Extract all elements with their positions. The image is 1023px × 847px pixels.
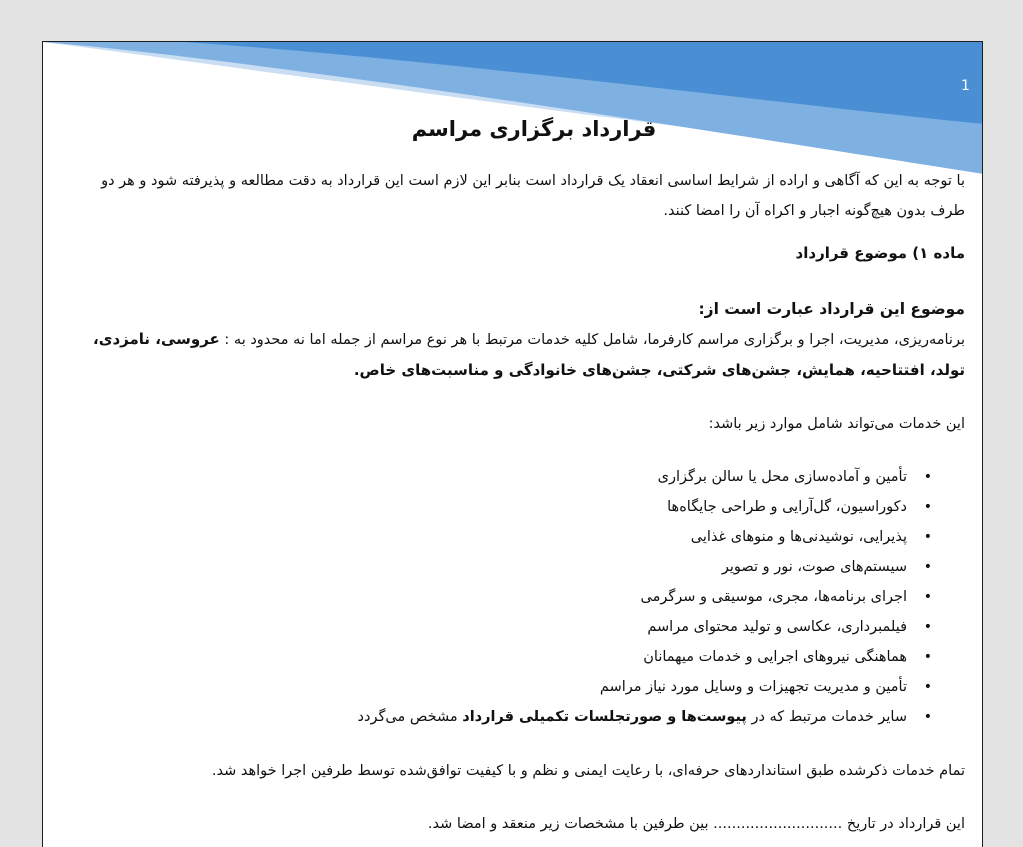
bullet-icon: • xyxy=(923,529,932,545)
list-item: • اجرای برنامه‌ها، مجری، موسیقی و سرگرمی xyxy=(69,582,907,612)
bullet-icon: • xyxy=(923,469,932,485)
signing-date-paragraph: این قرارداد در تاریخ ............................ بین طرفین با مشخصات زیر منعقد و امضا شد. xyxy=(427,816,965,832)
subject-event-types: عروسی، نامزدی، تولد، افتتاحیه، همایش، جشن‌های شرکتی، جشن‌های خانوادگی و مناسبت‌های خاص. xyxy=(93,330,965,379)
list-item: • تأمین و آماده‌سازی محل یا سالن برگزاری xyxy=(69,462,907,492)
page-number: 1 xyxy=(961,78,970,94)
list-item: • فیلمبرداری، عکاسی و تولید محتوای مراسم xyxy=(69,612,907,642)
bullet-icon: • xyxy=(923,619,932,635)
article-1-heading: ماده ۱) موضوع قرارداد xyxy=(795,244,965,262)
document-title: قرارداد برگزاری مراسم xyxy=(411,117,657,141)
bullet-icon: • xyxy=(923,499,932,515)
bullet-icon: • xyxy=(923,709,932,725)
standards-paragraph: تمام خدمات ذکرشده طبق استانداردهای حرفه‌ای، با رعایت ایمنی و نظم و با کیفیت توافق‌شده توسط طرفین اجرا خواهد شد. xyxy=(211,763,965,779)
list-item: • هماهنگی نیروهای اجرایی و خدمات میهمانان xyxy=(69,642,907,672)
document-page xyxy=(42,41,983,847)
intro-paragraph: با توجه به این که آگاهی و اراده از شرایط اساسی انعقاد یک قرارداد است بنابر این لازم است این قرارداد به دقت مطالعه و پذیرفته شود و هر دو طرف بدون هیچ‌گونه اجبار و اکراه آن را امضا کنند. xyxy=(101,173,965,219)
appendices-reference: پیوست‌ها و صورتجلسات تکمیلی قرارداد xyxy=(462,709,747,725)
services-intro: این خدمات می‌تواند شامل موارد زیر باشد: xyxy=(708,416,965,432)
bullet-icon: • xyxy=(923,649,932,665)
subject-paragraph xyxy=(69,324,965,386)
services-list xyxy=(69,462,965,732)
list-item: • تأمین و مدیریت تجهیزات و وسایل مورد نیاز مراسم xyxy=(69,672,907,702)
subject-text: برنامه‌ریزی، مدیریت، اجرا و برگزاری مراسم کارفرما، شامل کلیه خدمات مرتبط با هر نوع مراسم از جمله اما نه محدود به : xyxy=(224,332,965,348)
list-item: • پذیرایی، نوشیدنی‌ها و منوهای غذایی xyxy=(69,522,907,552)
bullet-icon: • xyxy=(923,589,932,605)
header-wave-decoration xyxy=(43,42,983,177)
bullet-icon: • xyxy=(923,679,932,695)
bullet-icon: • xyxy=(923,559,932,575)
list-item: • سایر خدمات مرتبط که در پیوست‌ها و صورتجلسات تکمیلی قرارداد مشخص می‌گردد xyxy=(69,702,907,732)
subject-heading: موضوع این قرارداد عبارت است از: xyxy=(698,300,965,318)
list-item: • دکوراسیون، گل‌آرایی و طراحی جایگاه‌ها xyxy=(69,492,907,522)
list-item: • سیستم‌های صوت، نور و تصویر xyxy=(69,552,907,582)
